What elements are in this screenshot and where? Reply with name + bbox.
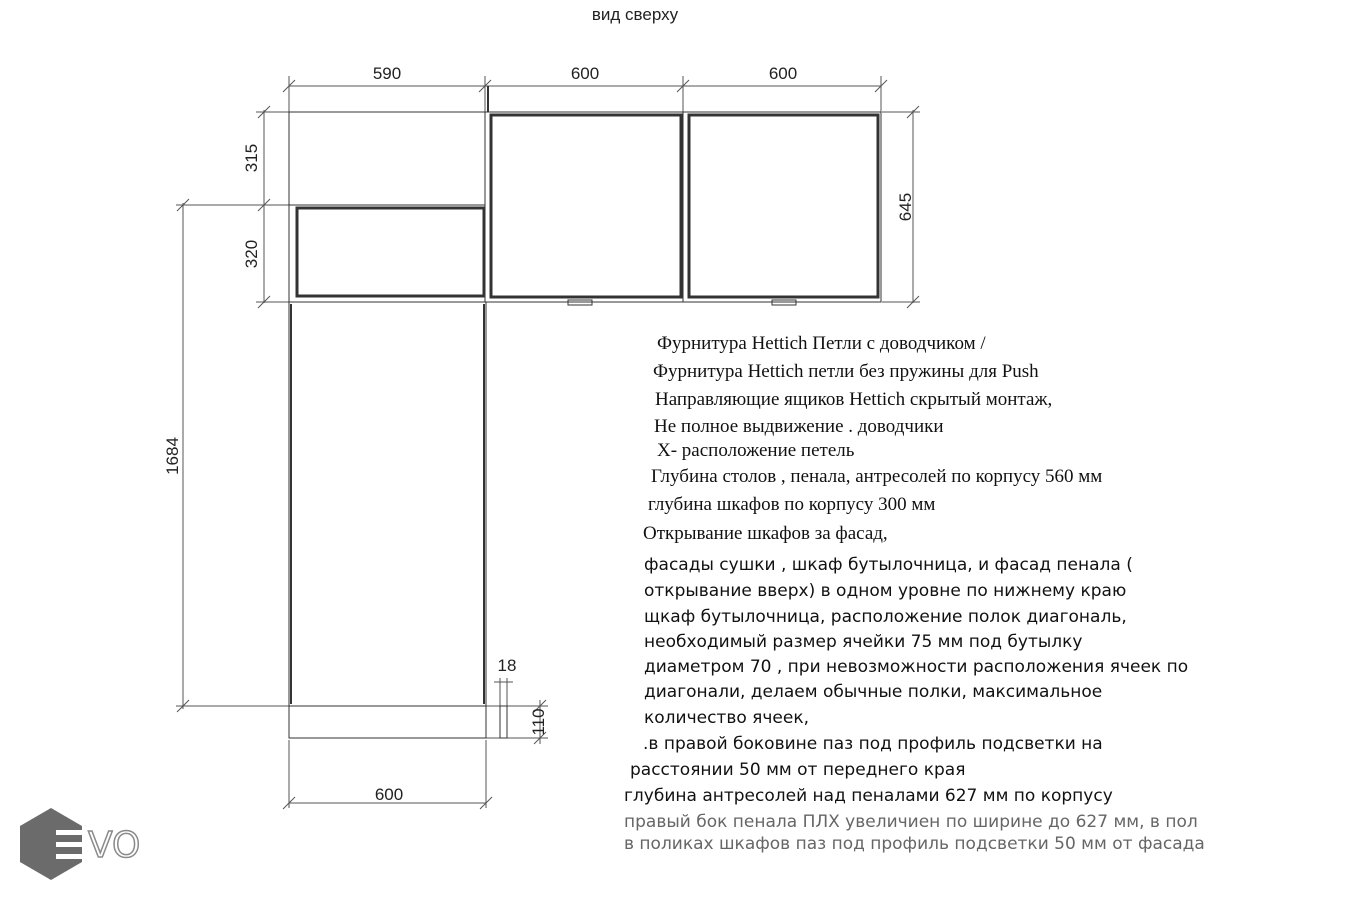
note-line: щкаф бутылочница, расположение полок диагональ, <box>644 607 1127 627</box>
logo-text: VO <box>88 825 141 866</box>
note-line: необходимый размер ячейки 75 мм под бутылку <box>644 632 1083 652</box>
note-line: Направляющие ящиков Hettich скрытый монтаж, <box>655 389 1053 410</box>
note-line: открывание вверх) в одном уровне по нижнему краю <box>644 581 1127 601</box>
dim-top-left: 590 <box>372 64 402 83</box>
note-line: диаметром 70 , при невозможности расположения ячеек по <box>644 657 1189 677</box>
note-line: глубина шкафов по корпусу 300 мм <box>648 494 936 515</box>
dim-right-height: 645 <box>896 192 915 222</box>
note-line: Не полное выдвижение . доводчики <box>654 416 944 437</box>
dim-top-mid: 600 <box>570 64 600 83</box>
dim-top-right: 600 <box>768 64 798 83</box>
note-line: Фурнитура Hettich Петли с доводчиком / <box>657 333 986 354</box>
dim-panel-thickness: 18 <box>497 656 517 675</box>
dim-upper-left-height: 315 <box>242 143 261 173</box>
dim-plinth-height: 110 <box>529 708 548 736</box>
dim-lower-left-height: 320 <box>242 239 261 269</box>
note-line: правый бок пенала ПЛХ увеличиен по ширине до 627 мм, в пол <box>624 812 1198 832</box>
note-line: глубина антресолей над пеналами 627 мм по корпусу <box>624 786 1113 806</box>
note-line: диагонали, делаем обычные полки, максимальное <box>644 682 1103 702</box>
note-line: количество ячеек, <box>644 708 810 728</box>
dim-bottom-width: 600 <box>374 785 404 804</box>
note-line: расстоянии 50 мм от переднего края <box>630 760 966 780</box>
evo-logo <box>20 808 160 880</box>
note-line: фасады сушки , шкаф бутылочница, и фасад пенала ( <box>644 555 1133 575</box>
note-line: .в правой боковине паз под профиль подсветки на <box>643 734 1103 754</box>
note-line: X- расположение петель <box>657 440 855 461</box>
note-line: в поликах шкафов паз под профиль подсветки 50 мм от фасада <box>624 834 1205 854</box>
drawing-title: вид сверху <box>591 5 679 24</box>
note-line: Глубина столов , пенала, антресолей по корпусу 560 мм <box>651 466 1103 487</box>
note-line: Открывание шкафов за фасад, <box>643 523 888 544</box>
dim-tall-height: 1684 <box>163 437 182 475</box>
note-line: Фурнитура Hettich петли без пружины для Push <box>653 361 1039 382</box>
